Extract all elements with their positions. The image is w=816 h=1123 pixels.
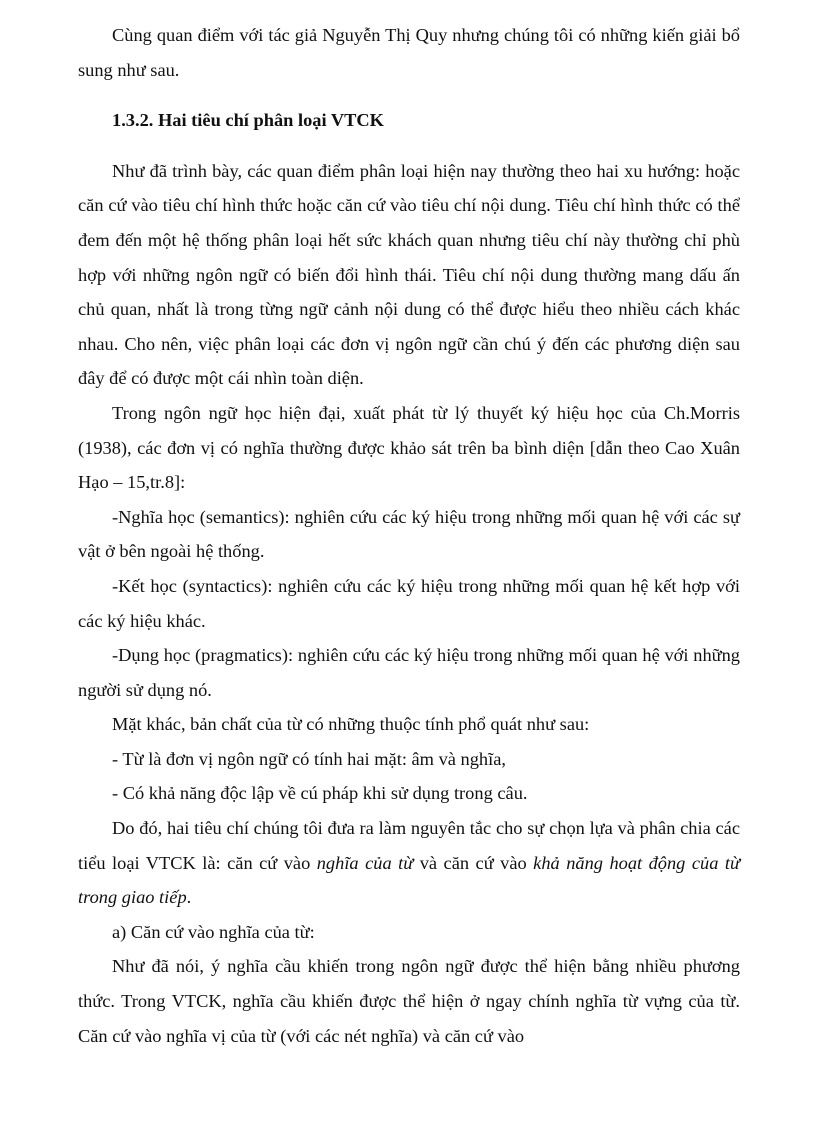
criteria-emphasis-activity: khả năng hoạt động của từ trong giao tiếp [78, 852, 741, 908]
list-item-syntax: - Có khả năng độc lập về cú pháp khi sử dụng trong câu. [112, 783, 528, 804]
paragraph-pragmatics: -Dụng học (pragmatics): nghiên cứu các ký hiệu trong những mối quan hệ với những người sử dụng nó. [78, 645, 740, 700]
criteria-text-2: và căn cứ vào [413, 852, 534, 873]
paragraph-criteria [78, 811, 740, 915]
criteria-emphasis-meaning: nghĩa của từ [316, 852, 414, 873]
paragraph-semantics: -Nghĩa học (semantics): nghiên cứu các ký hiệu trong những mối quan hệ với các sự vật ở bên ngoài hệ thống. [78, 506, 740, 562]
paragraph-imperative-meaning: Như đã nói, ý nghĩa cầu khiến trong ngôn ngữ được thể hiện bằng nhiều phương thức. Trong VTCK, nghĩa cầu khiến được thể hiện ở ngay chính nghĩa từ vựng của từ. Căn cứ vào nghĩa vị của từ (với các nét nghĩa) và căn cứ vào [78, 956, 740, 1046]
paragraph-classification: Như đã trình bày, các quan điểm phân loại hiện nay thường theo hai xu hướng: hoặc căn cứ vào tiêu chí hình thức hoặc căn cứ vào tiêu chí nội dung. Tiêu chí hình thức có thể đem đến một hệ thống phân loại hết sức khách quan nhưng tiêu chí này thường chỉ phù hợp với những ngôn ngữ có biến đổi hình thái. Tiêu chí nội dung thường mang dấu ấn chủ quan, nhất là trong từng ngữ cảnh nội dung có thể được hiểu theo nhiều cách khác nhau. Cho nên, việc phân loại các đơn vị ngôn ngữ cần chú ý đến các phương diện sau đây để có được một cái nhìn toàn diện. [78, 160, 740, 389]
paragraph-intro: Cùng quan điểm với tác giả Nguyễn Thị Quy nhưng chúng tôi có những kiến giải bổ sung như sau. [78, 25, 740, 80]
section-heading: 1.3.2. Hai tiêu chí phân loại VTCK [112, 110, 384, 131]
list-item-sound-meaning: - Từ là đơn vị ngôn ngữ có tính hai mặt: âm và nghĩa, [112, 748, 506, 769]
subheading-meaning: a) Căn cứ vào nghĩa của từ: [112, 921, 315, 942]
criteria-text-3: . [186, 887, 192, 908]
criteria-text-1: Do đó, hai tiêu chí chúng tôi đưa ra làm nguyên tắc cho sự chọn lựa và phân chia các tiểu loại VTCK là: căn cứ vào [78, 818, 740, 873]
paragraph-morris: Trong ngôn ngữ học hiện đại, xuất phát từ lý thuyết ký hiệu học của Ch.Morris (1938), các đơn vị có nghĩa thường được khảo sát trên ba bình diện [dẫn theo Cao Xuân Hạo – 15,tr.8]: [78, 402, 740, 493]
paragraph-syntactics: -Kết học (syntactics): nghiên cứu các ký hiệu trong những mối quan hệ kết hợp với các ký hiệu khác. [78, 575, 740, 631]
document-page [78, 18, 740, 1053]
paragraph-properties: Mặt khác, bản chất của từ có những thuộc tính phổ quát như sau: [112, 714, 590, 735]
